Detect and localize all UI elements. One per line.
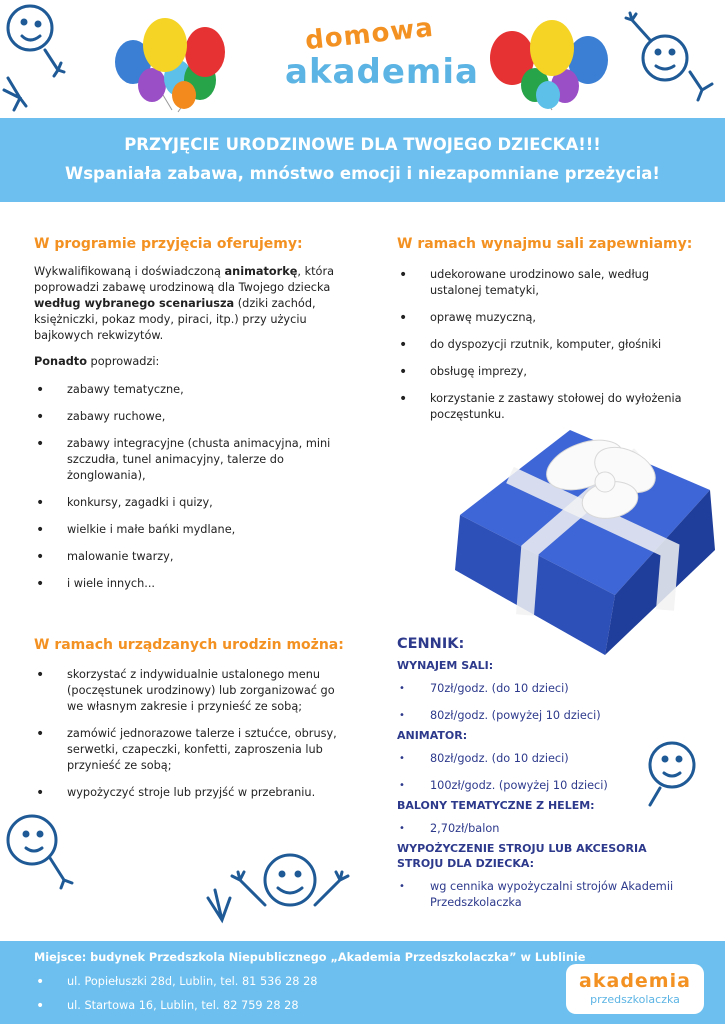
rental-section <box>397 236 697 434</box>
list-item: • 70zł/godz. (do 10 dzieci) <box>397 681 697 697</box>
list-item: • wielkie i małe bańki mydlane, <box>34 522 344 538</box>
program-ponadto: Ponadto poprowadzi: <box>34 355 160 368</box>
list-item: • zabawy integracyjne (chusta animacyjna, mini szczudła, tunel animacyjny, talerze do żonglowania), <box>34 436 344 484</box>
address-item: • ul. Startowa 16, Lublin, tel. 82 759 28 28 <box>34 998 534 1014</box>
pricing-group-title: WYNAJEM SALI: <box>397 659 494 672</box>
pricing-list <box>397 681 697 724</box>
list-item: • 80zł/godz. (powyżej 10 dzieci) <box>397 708 697 724</box>
list-item: • zabawy ruchowe, <box>34 409 344 425</box>
list-item: • malowanie twarzy, <box>34 549 344 565</box>
list-item: • wypożyczyć stroje lub przyjść w przebraniu. <box>34 785 344 801</box>
gift-box-image <box>440 420 725 660</box>
address-item: • ul. Popiełuszki 28d, Lublin, tel. 81 536 28 28 <box>34 974 534 990</box>
title-banner <box>0 118 725 202</box>
list-item: • i wiele innych... <box>34 576 344 592</box>
smiley-doodle-icon <box>4 6 64 110</box>
list-item: • zabawy tematyczne, <box>34 382 344 398</box>
possible-heading: W ramach urządzanych urodzin można: <box>34 637 344 653</box>
list-item: • skorzystać z indywidualnie ustalonego menu (poczęstunek urodzinowy) lub zorganizować go we własnym zakresie i przynieść ze sobą; <box>34 667 344 715</box>
list-item: • 2,70zł/balon <box>397 821 697 837</box>
logo-domowa: domowa <box>303 12 436 57</box>
footer-title: Miejsce: budynek Przedszkola Niepublicznego „Akademia Przedszkolaczka” w Lublinie <box>34 951 586 964</box>
list-item: • zamówić jednorazowe talerze i sztućce, obrusy, serwetki, czapeczki, konfetti, zaproszenia lub przynieść ze sobą; <box>34 726 344 774</box>
pricing-group-title: ANIMATOR: <box>397 729 468 742</box>
list-item: • 80zł/godz. (do 10 dzieci) <box>397 751 697 767</box>
rental-list <box>397 267 697 423</box>
pricing-group-title: BALONY TEMATYCZNE Z HELEM: <box>397 799 595 812</box>
smiley-doodle-icon <box>8 743 694 920</box>
list-item: • udekorowane urodzinowo sale, według ustalonej tematyki, <box>397 267 697 299</box>
footer-logo-word1: akademia <box>579 970 691 992</box>
banner-subtitle: Wspaniała zabawa, mnóstwo emocji i niezapomniane przeżycia! <box>65 164 660 183</box>
program-intro: Wykwalifikowaną i doświadczoną animatorkę, która poprowadzi zabawę urodzinową dla Twojego dziecka według wybranego scenariusza (dziki zachód, księżniczki, pokaz mody, piraci, itp.) przy użyciu bajkowych rekwizytów. <box>34 265 335 342</box>
pricing-heading: CENNIK: <box>397 636 465 652</box>
list-item: • obsługę imprezy, <box>397 364 697 380</box>
program-heading: W programie przyjęcia oferujemy: <box>34 236 303 252</box>
list-item: • konkursy, zagadki i quizy, <box>34 495 344 511</box>
list-item: • korzystanie z zastawy stołowej do wyłożenia poczęstunku. <box>397 391 697 423</box>
footer-logo-word2: przedszkolaczka <box>590 993 680 1006</box>
doodle-decoration <box>0 730 725 941</box>
balloons-left-icon <box>115 18 225 112</box>
balloons-right-icon <box>490 20 608 110</box>
pricing-group-title: WYPOŻYCZENIE STROJU LUB AKCESORIA STROJU DLA DZIECKA: <box>397 842 647 870</box>
list-item: • do dyspozycji rzutnik, komputer, głośniki <box>397 337 697 353</box>
address-list <box>34 974 534 1025</box>
footer-logo <box>566 964 704 1014</box>
banner-title: PRZYJĘCIE URODZINOWE DLA TWOJEGO DZIECKA!!! <box>124 135 601 154</box>
rental-heading: W ramach wynajmu sali zapewniamy: <box>397 236 693 252</box>
list-item: • oprawę muzyczną, <box>397 310 697 326</box>
logo-akademia: akademia <box>285 52 479 92</box>
program-section <box>34 236 344 603</box>
program-list <box>34 382 344 592</box>
list-item: • wg cennika wypożyczalni strojów Akademii Przedszkolaczka <box>397 879 697 911</box>
smiley-doodle-icon <box>626 13 712 100</box>
list-item: • 100zł/godz. (powyżej 10 dzieci) <box>397 778 697 794</box>
